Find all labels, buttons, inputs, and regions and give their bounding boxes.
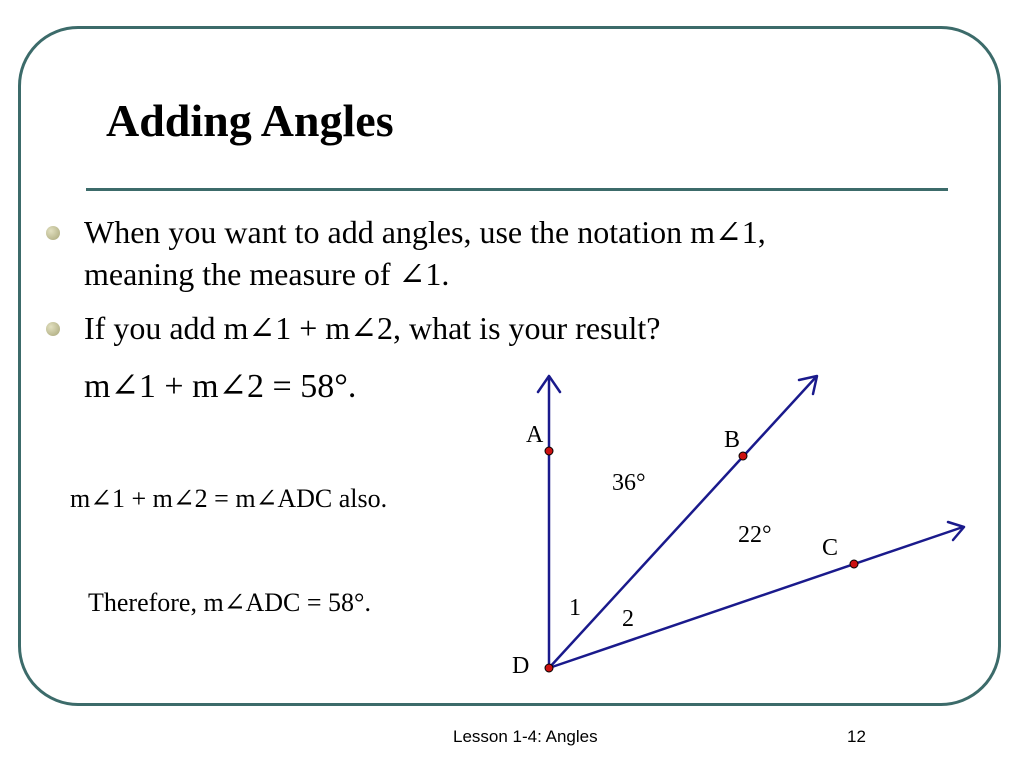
point-b	[739, 452, 747, 460]
slide-title: Adding Angles	[106, 95, 394, 146]
result-equation: m∠1 + m∠2 = 58°.	[84, 368, 357, 405]
point-c	[850, 560, 858, 568]
bullet-1-line-2: meaning the measure of ∠1.	[84, 256, 450, 292]
label-d: D	[512, 653, 530, 679]
also-equation: m∠1 + m∠2 = m∠ADC also.	[70, 484, 388, 513]
angle-1-measure: 36°	[612, 470, 646, 496]
footer-lesson: Lesson 1-4: Angles	[453, 727, 598, 746]
footer-page-number: 12	[847, 727, 866, 746]
point-d	[545, 664, 553, 672]
ray-dc	[549, 527, 963, 668]
therefore-equation: Therefore, m∠ADC = 58°.	[88, 588, 371, 617]
point-a	[545, 447, 553, 455]
bullet-1-line-1: When you want to add angles, use the notation m∠1,	[84, 214, 766, 250]
angle-1-label: 1	[569, 595, 581, 621]
label-b: B	[724, 427, 741, 453]
angle-2-label: 2	[622, 606, 634, 632]
label-a: A	[526, 422, 544, 448]
ray-db	[549, 377, 816, 668]
bullet-2-line-1: If you add m∠1 + m∠2, what is your result?	[84, 310, 661, 346]
label-c: C	[822, 535, 839, 561]
angle-2-measure: 22°	[738, 522, 772, 548]
